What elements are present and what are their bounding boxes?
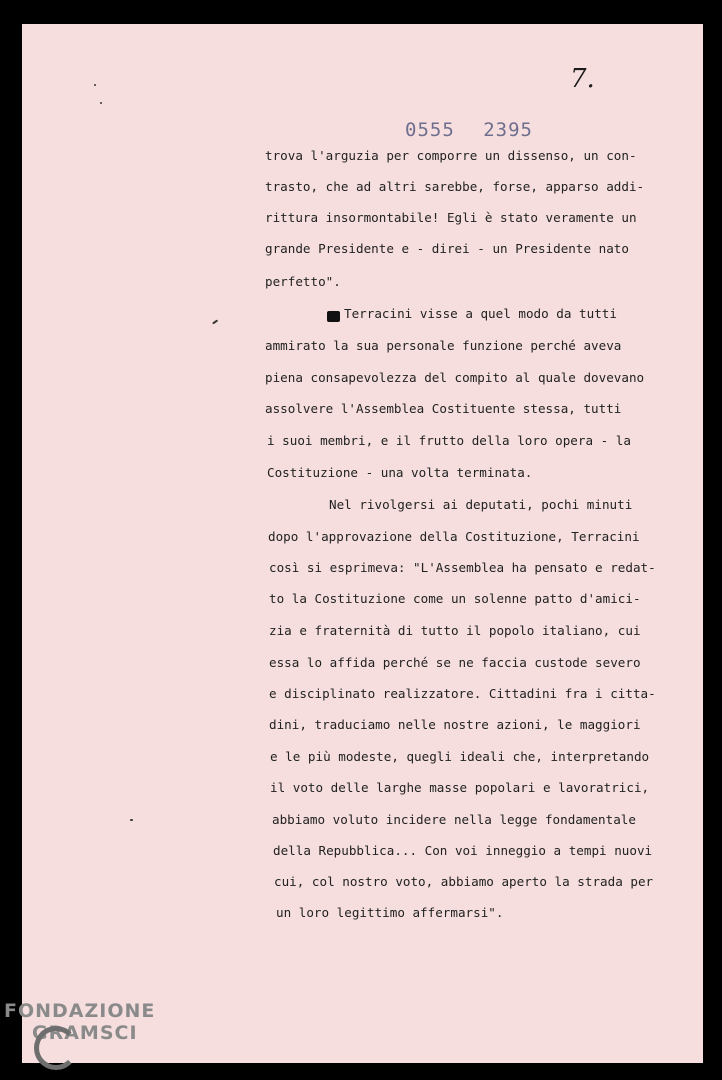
text-line: assolvere l'Assemblea Costituente stessa, tutti (265, 401, 622, 416)
text-line: così si esprimeva: "L'Assemblea ha pensato e redat- (269, 560, 656, 575)
ink-speck (94, 84, 96, 86)
redaction-mark (327, 311, 340, 322)
archive-stamp: 0555 2395 (405, 119, 533, 141)
document-page (22, 24, 703, 1063)
text-line: un loro legittimo affermarsi". (276, 905, 504, 920)
page-number: 7. (570, 64, 595, 94)
text-line: e disciplinato realizzatore. Cittadini fra i citta- (269, 686, 656, 701)
text-line: to la Costituzione come un solenne patto d'amici- (269, 591, 641, 606)
text-line: dini, traduciamo nelle nostre azioni, le maggiori (269, 717, 641, 732)
text-line: trasto, che ad altri sarebbe, forse, apparso addi- (265, 179, 645, 194)
logo-ring-icon (34, 1026, 78, 1070)
text-line: il voto delle larghe masse popolari e lavoratrici, (270, 780, 650, 795)
text-line: Nel rivolgersi ai deputati, pochi minuti (329, 497, 633, 512)
text-line: rittura insormontabile! Egli è stato veramente un (265, 210, 637, 225)
logo-line-2: GRAMSCI (32, 1022, 138, 1044)
text-line: e le più modeste, quegli ideali che, interpretando (270, 749, 650, 764)
text-line: i suoi membri, e il frutto della loro opera - la (267, 433, 631, 448)
text-line: zia e fraternità di tutto il popolo italiano, cui (269, 623, 641, 638)
ink-mark (212, 319, 218, 324)
text-line: cui, col nostro voto, abbiamo aperto la strada per (274, 874, 654, 889)
text-line: Costituzione - una volta terminata. (267, 465, 533, 480)
text-line: essa lo affida perché se ne faccia custode severo (269, 655, 641, 670)
logo-line-1: FONDAZIONE (4, 1000, 156, 1022)
text-line: ammirato la sua personale funzione perché aveva (265, 338, 622, 353)
ink-speck (130, 819, 133, 821)
text-line: dopo l'approvazione della Costituzione, Terracini (268, 529, 640, 544)
text-line: abbiamo voluto incidere nella legge fondamentale (272, 812, 636, 827)
text-line: Terracini visse a quel modo da tutti (344, 306, 617, 321)
text-line: della Repubblica... Con voi inneggio a tempi nuovi (273, 843, 653, 858)
text-line: grande Presidente e - direi - un Presidente nato (265, 241, 629, 256)
fondazione-gramsci-logo (4, 1002, 155, 1043)
text-line: perfetto". (265, 274, 341, 289)
text-line: trova l'arguzia per comporre un dissenso, un con- (265, 148, 637, 163)
text-line: piena consapevolezza del compito al quale dovevano (265, 370, 645, 385)
ink-speck (100, 102, 102, 104)
